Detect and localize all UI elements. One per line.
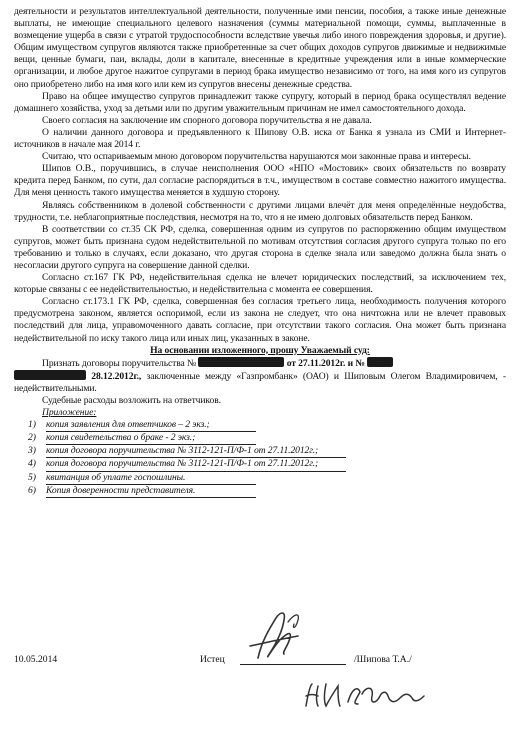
redacted-block — [198, 357, 284, 367]
request-paragraph — [14, 357, 506, 395]
signature-date: 10.05.2014 — [14, 654, 58, 665]
document-page — [14, 6, 506, 498]
paragraph-shipov-guarantee: Шипов О.В., поручившись, в случае неисполнения ООО «НПО «Мостовик» своих обязательств по возврату кредита перед Банком, по сути, дал согласие распорядиться в т.ч., имуществом в составе совместно нажитого имущества. Для меня ценность такого имущества меняется в худшую сторону. — [14, 163, 506, 199]
costs-paragraph: Судебные расходы возложить на ответчиков. — [42, 395, 221, 406]
paragraph-joint-property: деятельности и результатов интеллектуальной деятельности, полученные ими пенсии, пособия, а также иные денежные выплаты, не имеющие специального целевого назначения (суммы материальной помощи, суммы, выплаченные в возмещение ущерба в связи с утратой трудоспособности вследствие увечья либо иного повреждения здоровья, и другие). Общим имуществом супругов являются также приобретенные за счет общих доходов супругов движимые и недвижимые вещи, ценные бумаги, паи, вклады, доли в капитале, внесенные в кредитные учреждения или в иные коммерческие организации, и любое другое нажитое супругами в период брака имущество независимо от того, на имя кого из супругов оно приобретено либо на имя кого или кем из супругов внесены денежные средства. — [14, 6, 506, 90]
request-heading: На основании изложенного, прошу Уважаемый суд: — [150, 344, 370, 356]
request-text-d: заключенные между «Газпромбанк» (ОАО) и Шиповым Олегом Владимировичем, - недействительными. — [14, 370, 506, 394]
redacted-block — [367, 357, 393, 367]
list-item: 3) копия договора поручительства № 3112-121-П/Ф-1 от 27.11.2012г.; — [28, 445, 506, 458]
list-item: 1) копия заявления для ответчиков – 2 экз.; — [28, 419, 506, 432]
paragraph-right-to-property: Право на общее имущество супругов принадлежит также супругу, который в период брака осуществлял ведение домашнего хозяйства, уход за детьми или по другим уважительным причинам не имел самостоятельного дохода. — [14, 90, 506, 114]
list-item: 2) копия свидетельства о браке - 2 экз.; — [28, 432, 506, 445]
paragraph-rights-violated: Считаю, что оспариваемым мною договором поручительства нарушаются мои законные права и интересы. — [42, 151, 471, 163]
request-text-a: Признать договоры поручительства № — [42, 357, 197, 369]
paragraph-shared-ownership: Являясь собственником в долевой собственности с другими лицами влечёт для меня определённые неудобства, трудности, т.е. неблагоприятные последствия, несмотря на то, что я не имею долговых обязательств перед Банком. — [14, 199, 506, 223]
handwritten-signature-secondary — [300, 676, 430, 716]
list-item: 4) копия договора поручительства № 3112-121-П/Ф-1 от 27.11.2012г.; — [28, 458, 506, 471]
paragraph-article-173: Согласно ст.173.1 ГК РФ, сделка, совершенная без согласия третьего лица, необходимость получения которого предусмотрена законом, является оспоримой, если из закона не следует, что она ничтожна или не влечет правовых последствий для лица, управомоченного давать согласие, при отсутствии такого согласия. Она может быть признана недействительной по иску такого лица или иных лиц, указанных в законе. — [14, 296, 506, 344]
paragraph-article-35: В соответствии со ст.35 СК РФ, сделка, совершенная одним из супругов по распоряжению общим имуществом супругов, может быть признана судом недействительной по мотивам отсутствия согласия другого супруга только по его требованию и только в случаях, если доказано, что другая сторона в сделке знала или заведомо должна была знать о несогласии другого супруга на совершение данной сделки. — [14, 223, 506, 271]
paragraph-no-consent: Своего согласия на заключение им спорного договора поручительства я не давала. — [42, 114, 372, 126]
list-item: 6) Копия доверенности представителя. — [28, 485, 506, 498]
plaintiff-name: /Шипова Т.А./ — [354, 654, 412, 665]
attachments-title: Приложение: — [42, 407, 97, 419]
attachments-list — [14, 419, 506, 498]
redacted-block — [14, 370, 86, 380]
paragraph-learned-of-contract: О наличии данного договора и предъявленного к Шипову О.В. иска от Банка я узнала из СМИ и Интернет-источников в начале мая 2014 г. — [14, 126, 506, 151]
request-text-b: от 27.11.2012г. и № — [286, 357, 365, 369]
plaintiff-label: Истец — [200, 654, 225, 665]
handwritten-signature — [240, 600, 310, 670]
list-item: 5) квитанция об уплате госпошлины. — [28, 472, 506, 485]
paragraph-article-167: Согласно ст.167 ГК РФ, недействительная сделка не влечет юридических последствий, за исключением тех, которые связаны с ее недействительностью, и недействительна с момента ее совершения. — [14, 272, 506, 296]
request-text-c: 28.12.2012г., — [91, 370, 142, 382]
